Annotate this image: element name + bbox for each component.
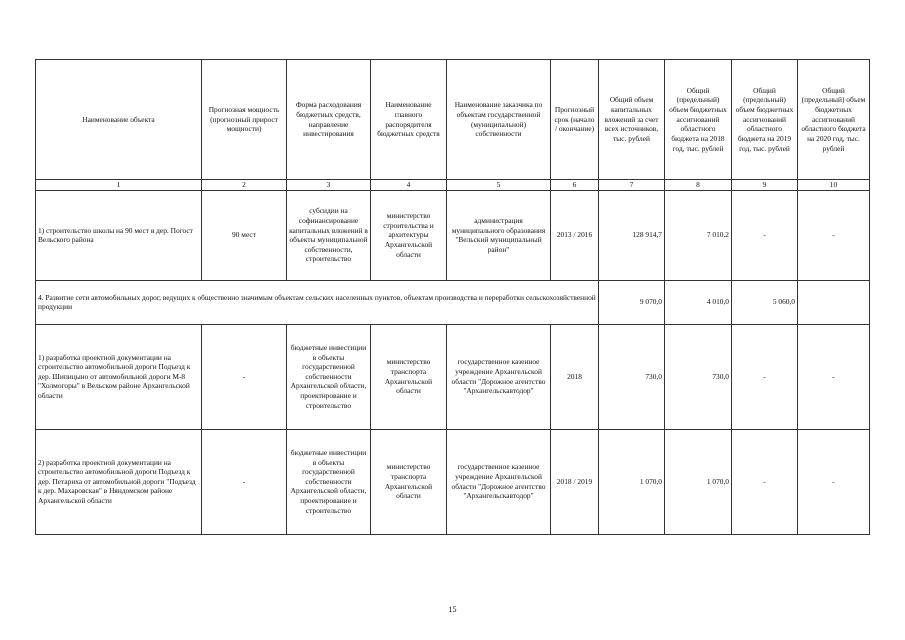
section-budget-2020 bbox=[798, 280, 870, 324]
budget-2019: - bbox=[732, 190, 798, 280]
header-total-investment: Общий объем капитальных вложений за счет всех источников, тыс. рублей bbox=[599, 60, 665, 180]
budget-2018: 730,0 bbox=[665, 324, 732, 429]
customer: государственное казенное учреждение Архангельской области "Дорожное агентство "Архангельскавтодор" bbox=[447, 429, 551, 534]
spending-form: бюджетные инвестиции в объекты государственной собственности Архангельской области, проектирование и строительство bbox=[287, 324, 371, 429]
budget-2018: 7 010,2 bbox=[665, 190, 732, 280]
term: 2018 bbox=[551, 324, 599, 429]
budget-2018: 1 070,0 bbox=[665, 429, 732, 534]
header-customer: Наименование заказчика по объектам государственной (муниципальной) собственности bbox=[447, 60, 551, 180]
section-budget-2018: 4 010,0 bbox=[665, 280, 732, 324]
budget-2020: - bbox=[798, 429, 870, 534]
column-number: 3 bbox=[287, 180, 371, 191]
header-budget-2019: Общий (предельный) объем бюджетных ассигнований областного бюджета на 2019 год, тыс. рублей bbox=[732, 60, 798, 180]
header-term: Прогнозный срок (начало / окончание) bbox=[551, 60, 599, 180]
customer: государственное казенное учреждение Архангельской области "Дорожное агентство "Архангельскавтодор" bbox=[447, 324, 551, 429]
header-budget-2018: Общий (предельный) объем бюджетных ассигнований областного бюджета на 2018 год, тыс. рублей bbox=[665, 60, 732, 180]
column-number: 2 bbox=[202, 180, 287, 191]
term: 2018 / 2019 bbox=[551, 429, 599, 534]
object-name: 1) строительство школы на 90 мест в дер. Погост Вельского района bbox=[36, 190, 202, 280]
section-title: 4. Развитие сети автомобильных дорог, ведущих к общественно значимым объектам сельских населенных пунктов, объектам производства и переработки сельскохозяйственной продукции bbox=[36, 280, 599, 324]
column-number: 6 bbox=[551, 180, 599, 191]
column-number: 8 bbox=[665, 180, 732, 191]
header-budget-2020: Общий (предельный) объем бюджетных ассигнований областного бюджета на 2020 год, тыс. рублей bbox=[798, 60, 870, 180]
total-investment: 730,0 bbox=[599, 324, 665, 429]
table-row bbox=[36, 429, 870, 534]
header-capacity: Прогнозная мощность (прогнозный прирост мощности) bbox=[202, 60, 287, 180]
page-number: 15 bbox=[448, 605, 457, 614]
column-number: 5 bbox=[447, 180, 551, 191]
section-row bbox=[36, 280, 870, 324]
term: 2013 / 2016 bbox=[551, 190, 599, 280]
table-row bbox=[36, 190, 870, 280]
spending-form: субсидии на софинансирование капитальных вложений в объекты муниципальной собственности, строительство bbox=[287, 190, 371, 280]
spending-form: бюджетные инвестиции в объекты государственной собственности Архангельской области, проектирование и строительство bbox=[287, 429, 371, 534]
header-budget-manager: Наименование главного распорядителя бюджетных средств bbox=[371, 60, 447, 180]
column-number: 10 bbox=[798, 180, 870, 191]
customer: администрация муниципального образования "Вельский муниципальный район" bbox=[447, 190, 551, 280]
column-number: 9 bbox=[732, 180, 798, 191]
object-name: 2) разработка проектной документации на строительство автомобильной дороги Подъезд к дер. Петариха от автомобильной дороги "Подъезд к дер. Махаровская" в Няндомском районе Архангельской области bbox=[36, 429, 202, 534]
budget-manager: министерство транспорта Архангельской области bbox=[371, 324, 447, 429]
budget-2020: - bbox=[798, 190, 870, 280]
capacity-value: - bbox=[202, 429, 287, 534]
section-total: 9 070,0 bbox=[599, 280, 665, 324]
investment-table bbox=[35, 59, 870, 535]
header-object-name: Наименование объекта bbox=[36, 60, 202, 180]
budget-manager: министерство строительства и архитектуры Архангельской области bbox=[371, 190, 447, 280]
header-row bbox=[36, 60, 870, 180]
column-number: 4 bbox=[371, 180, 447, 191]
budget-manager: министерство транспорта Архангельской области bbox=[371, 429, 447, 534]
object-name: 1) разработка проектной документации на строительство автомобильной дороги Подъезд к дер. Шипицыно от автомобильной дороги М-8 "Холмогоры" в Вельском районе Архангельской области bbox=[36, 324, 202, 429]
budget-2019: - bbox=[732, 324, 798, 429]
budget-2020: - bbox=[798, 324, 870, 429]
header-spending-form: Форма расходования бюджетных средств, направление инвестирования bbox=[287, 60, 371, 180]
column-number-row bbox=[36, 180, 870, 191]
table-row bbox=[36, 324, 870, 429]
budget-2019: - bbox=[732, 429, 798, 534]
capacity-value: 90 мест bbox=[202, 190, 287, 280]
capacity-value: - bbox=[202, 324, 287, 429]
column-number: 7 bbox=[599, 180, 665, 191]
column-number: 1 bbox=[36, 180, 202, 191]
section-budget-2019: 5 060,0 bbox=[732, 280, 798, 324]
total-investment: 128 914,7 bbox=[599, 190, 665, 280]
total-investment: 1 070,0 bbox=[599, 429, 665, 534]
